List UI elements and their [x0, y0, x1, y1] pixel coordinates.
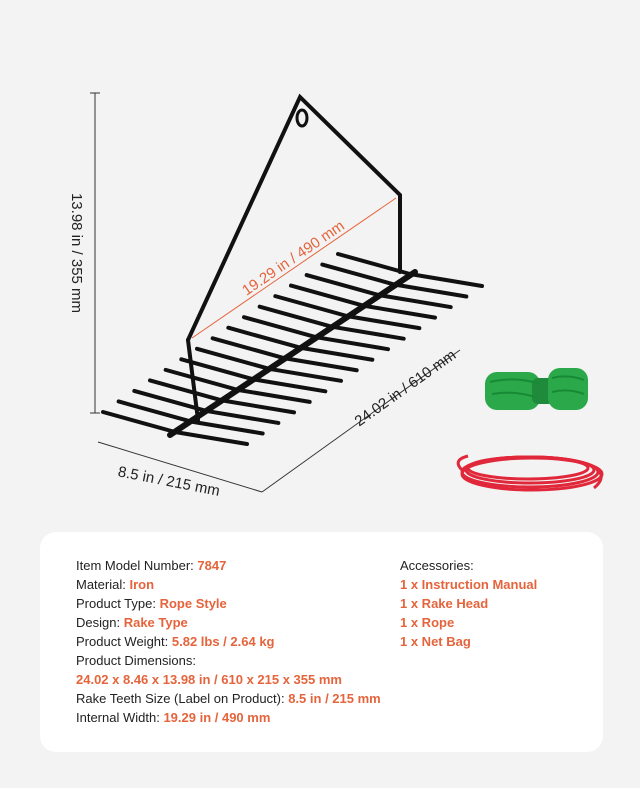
rake-tooth-front — [206, 411, 278, 423]
spec-row — [76, 708, 396, 727]
internal-width-label: 19.29 in / 490 mm — [239, 217, 348, 300]
spec-row — [76, 594, 396, 613]
accessories-list — [400, 556, 590, 651]
width-dimension — [98, 442, 262, 500]
rake-tooth-front — [238, 390, 310, 402]
rake-tooth-front — [363, 306, 435, 318]
spec-row — [76, 670, 396, 689]
spec-list — [76, 556, 396, 727]
spec-label: Item Model Number: — [76, 558, 198, 573]
width-label: 8.5 in / 215 mm — [116, 463, 222, 500]
height-dimension — [68, 93, 100, 413]
accessories-title: Accessories: — [400, 558, 474, 573]
spec-row — [76, 575, 396, 594]
rake-tooth-front — [175, 432, 247, 444]
rake-tooth-front — [316, 337, 388, 349]
accessory-item: 1 x Net Bag — [400, 634, 471, 649]
rake-tooth-front — [285, 358, 357, 370]
spec-label: Material: — [76, 577, 130, 592]
spec-row — [76, 632, 396, 651]
rope-accessory — [458, 456, 602, 490]
spec-label: Internal Width: — [76, 710, 164, 725]
rake-tooth-front — [253, 379, 325, 391]
length-dimension — [262, 347, 460, 492]
length-label: 24.02 in / 610 mm — [351, 346, 460, 431]
accessory-item: 1 x Rope — [400, 615, 455, 630]
rake-tooth-front — [222, 400, 294, 412]
spec-card — [40, 532, 603, 752]
rake-tooth-front — [347, 316, 419, 328]
rake-tooth-front — [332, 327, 404, 339]
spec-label: Product Type: — [76, 596, 160, 611]
spec-row — [76, 613, 396, 632]
spec-value: 24.02 x 8.46 x 13.98 in / 610 x 215 x 355 mm — [76, 672, 342, 687]
net-bag-accessory — [485, 368, 588, 410]
spec-value: 7847 — [197, 558, 227, 573]
height-label: 13.98 in / 355 mm — [68, 192, 85, 314]
spec-label: Product Weight: — [76, 634, 172, 649]
spec-value: Rope Style — [159, 596, 227, 611]
spec-value: Iron — [129, 577, 155, 592]
spec-value: Rake Type — [123, 615, 188, 630]
rake-tooth-front — [379, 295, 451, 307]
spec-value: 8.5 in / 215 mm — [288, 691, 381, 706]
rake-tooth-front — [300, 348, 372, 360]
spec-label: Rake Teeth Size (Label on Product): — [76, 691, 289, 706]
accessory-item: 1 x Instruction Manual — [400, 577, 538, 592]
spec-value: 5.82 lbs / 2.64 kg — [171, 634, 275, 649]
accessory-item: 1 x Rake Head — [400, 596, 489, 611]
rake-tool — [103, 97, 482, 444]
spec-row — [76, 651, 396, 670]
spec-row — [76, 556, 396, 575]
rake-tooth-front — [394, 285, 466, 297]
rake-tooth-front — [410, 274, 482, 286]
spec-row — [76, 689, 396, 708]
spec-label: Design: — [76, 615, 124, 630]
rake-tooth-front — [269, 369, 341, 381]
spec-value: 19.29 in / 490 mm — [163, 710, 271, 725]
rake-tooth-front — [191, 421, 263, 433]
spec-label: Product Dimensions: — [76, 653, 196, 668]
